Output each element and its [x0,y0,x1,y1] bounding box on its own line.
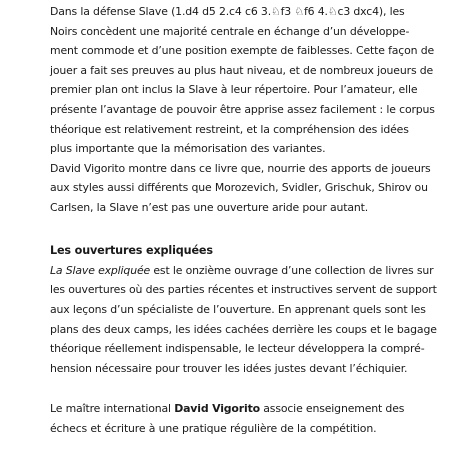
text-line: présente l’avantage de pouvoir être apprise assez facilement : le corpus [50,102,435,116]
text-line: aux styles aussi différents que Morozevich, Svidler, Grischuk, Shirov ou [50,181,428,195]
book-title: La Slave expliquée [50,263,151,277]
text-line: Dans la défense Slave (1.d4 d5 2.c4 c6 3.♘f3 ♘f6 4.♘c3 dxc4), les [50,5,405,18]
text-line [50,261,434,281]
text-line: hension nécessaire pour trouver les idées justes devant l’échiquier. [50,361,408,375]
text-line: David Vigorito montre dans ce livre que, nourrie des apports de joueurs [50,161,431,175]
text-line: plus importante que la mémorisation des variantes. [50,142,326,156]
author-paragraph [50,159,431,218]
text-line: théorique réellement indispensable, le lecteur développera la compré- [50,342,425,356]
section-heading: Les ouvertures expliquées [50,244,213,258]
text-line: théorique est relativement restreint, et la compréhension des idées [50,122,409,136]
author-name: David Vigorito [174,402,260,416]
text-line: plans des deux camps, les idées cachées derrière les coups et le bagage [50,322,437,336]
text-line [50,399,405,419]
intro-paragraph [50,2,435,159]
text-line: aux leçons d’un spécialiste de l’ouverture. En apprenant quels sont les [50,302,426,316]
bio-paragraph [50,399,405,438]
text-line: ment commode et d’une position exempte de faiblesses. Cette façon de [50,44,435,58]
text-fragment: associe enseignement des [259,402,405,416]
back-cover-text [50,2,437,438]
text-line: les ouvertures où des parties récentes et instructives servent de support [50,283,437,297]
text-fragment: Le maître international [50,402,175,416]
text-line: Carlsen, la Slave n’est pas une ouverture aride pour autant. [50,200,369,214]
text-line: premier plan ont inclus la Slave à leur répertoire. Pour l’amateur, elle [50,83,418,97]
text-line: Noirs concèdent une majorité centrale en échange d’un développe- [50,24,410,38]
text-line: jouer a fait ses preuves au plus haut niveau, et de nombreux joueurs de [50,63,434,77]
series-paragraph [50,261,437,379]
text-line: échecs et écriture à une pratique régulière de la compétition. [50,421,377,435]
text-fragment: est le onzième ouvrage d’une collection de livres sur [150,263,434,277]
